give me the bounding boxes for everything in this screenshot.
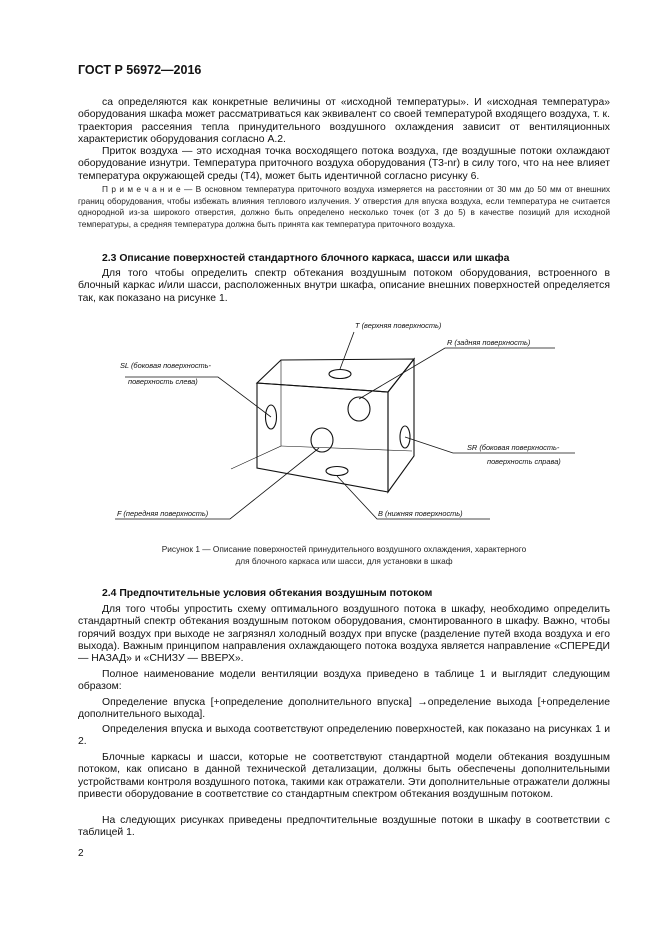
box-top-face	[257, 359, 414, 392]
box-right-face	[388, 359, 414, 492]
figure-1-surfaces-diagram	[95, 316, 595, 531]
hole-top	[329, 370, 351, 379]
paragraph: Блочные каркасы и шасси, которые не соответствуют стандартной модели обтекания воздушным потоком, как описано в данной технической детализации, должны быть обеспечены дополнительными устройствами контроля воздушного потока, такими как отражатели. Эти дополнительные отражатели должны привести оборудование в соответствие со стандартным спектром обтекания воздушным потоком.	[78, 752, 610, 800]
hidden-edges	[231, 360, 281, 469]
caption-line-2: для блочного каркаса или шасси, для установки в шкаф	[235, 556, 453, 566]
label-top: T (верхняя поверхность)	[355, 321, 442, 330]
caption-line-1: Рисунок 1 — Описание поверхностей принудительного воздушного охлаждения, характерного	[161, 544, 527, 554]
hole-front	[311, 428, 333, 452]
figure-caption	[78, 543, 610, 567]
label-rear: R (задняя поверхность)	[447, 338, 531, 347]
paragraph: Полное наименование модели вентиляции воздуха приведено в таблице 1 и выглядит следующим образом:	[78, 669, 610, 693]
page-number: 2	[78, 848, 84, 859]
label-front: F (передняя поверхность)	[117, 509, 209, 518]
paragraph: На следующих рисунках приведены предпочтительные воздушные потоки в шкафу в соответствии с таблицей 1.	[78, 815, 610, 839]
label-bottom: B (нижняя поверхность)	[378, 509, 463, 518]
hole-rear	[348, 397, 370, 421]
section-heading-2-3: 2.3 Описание поверхностей стандартного блочного каркаса, шасси или шкафа	[102, 253, 510, 264]
paragraph: Для того чтобы определить спектр обтекания воздушным потоком оборудования, встроенного в блочный каркас и/или шасси, расположенных внутри шкафа, описание внешних поверхностей определяется так, как показано на рисунке 1.	[78, 268, 610, 304]
document-header: ГОСТ Р 56972—2016	[78, 63, 202, 77]
paragraph: Определение впуска [+определение дополнительного впуска] →определение выхода [+определение дополнительного выхода].	[78, 697, 610, 721]
label-left-1: SL (боковая поверхность-	[120, 361, 212, 370]
paragraph: са определяются как конкретные величины от «исходной температуры». И «исходная температура» оборудования шкафа может рассматриваться как эквивалент со своей температурой входящего воздуха, т. к. траектория рассеяния тепла принудительного воздушного охлаждения зависит от вентиляционных характеристик оборудования согласно А.2.	[78, 97, 610, 145]
box-front-face	[257, 383, 388, 492]
label-left-2: поверхность слева)	[128, 377, 198, 386]
paragraph: Приток воздуха — это исходная точка восходящего потока воздуха, где воздушные потоки охлаждают оборудование изнутри. Температура приточного воздуха оборудования (T3-nr) в силу того, что на нее влияет температура окружающей среды (T4), может быть идентичной согласно рисунку 6.	[78, 146, 610, 182]
note-paragraph: П р и м е ч а н и е — В основном температура приточного воздуха измеряется на расстоянии от 30 мм до 50 мм от внешних границ оборудования, чтобы избежать влияния теплового излучения. У отверстия для впуска воздуха, если температура не считается однородной из-за широкого отверстия, должно быть определено несколько точек (от 3 до 5) в качестве позиций для исходной температуры, а средняя температура должна быть принята как температура приточного воздуха.	[78, 184, 610, 229]
label-right-2: поверхность справа)	[487, 457, 561, 466]
section-heading-2-4: 2.4 Предпочтительные условия обтекания воздушным потоком	[102, 588, 433, 599]
hole-bottom	[326, 467, 348, 476]
paragraph: Определения впуска и выхода соответствуют определению поверхностей, как показано на рисунках 1 и 2.	[78, 724, 610, 748]
label-right-1: SR (боковая поверхность-	[467, 443, 560, 452]
paragraph: Для того чтобы упростить схему оптимального воздушного потока в шкафу, необходимо определить стандартный спектр обтекания воздушным потоком оборудования, смонтированного в шкафу. Важно, чтобы горячий воздух при выходе не загрязнял холодный воздух при впуске (разделение путей входа воздуха и его выхода). Важным принципом направления охлаждающего потока воздуха является направление «СПЕРЕДИ — НАЗАД» и «СНИЗУ — ВВЕРХ».	[78, 604, 610, 665]
